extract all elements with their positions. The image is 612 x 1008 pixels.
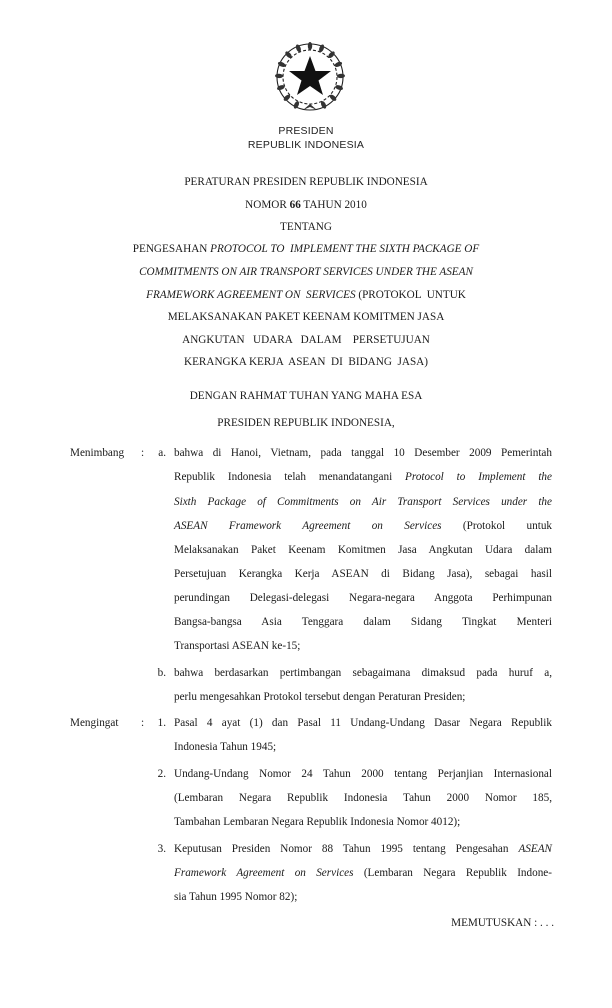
body-line: bahwa di Hanoi, Vietnam, pada tanggal 10 Desember 2009 Pemerintah xyxy=(174,447,552,459)
nomor-prefix: NOMOR xyxy=(245,199,290,211)
subject-line-6: KERANGKA KERJA ASEAN DI BIDANG JASA) xyxy=(184,356,428,368)
mengingat-colon: : xyxy=(141,717,145,729)
office-line-presiden: PRESIDEN xyxy=(278,125,334,137)
text-italic: Protocol to Implement the xyxy=(405,471,552,483)
menimbang-label: Menimbang xyxy=(70,447,125,459)
body-line: Undang-Undang Nomor 24 Tahun 2000 tentang Perjanjian Internasional xyxy=(174,768,552,780)
menimbang-colon: : xyxy=(141,447,145,459)
body-line xyxy=(174,520,552,532)
nomor-suffix: TAHUN 2010 xyxy=(300,199,367,211)
body-line: Sixth Package of Commitments on Air Transport Services under the xyxy=(174,496,552,508)
mengingat-item-2-marker: 2. xyxy=(157,768,166,780)
office-line-republik: REPUBLIK INDONESIA xyxy=(247,139,365,151)
regulation-title: PERATURAN PRESIDEN REPUBLIK INDONESIA xyxy=(184,176,428,188)
text-plain: Republik Indonesia telah menandatangani xyxy=(174,471,406,483)
body-line xyxy=(174,471,552,483)
preamble-presiden: PRESIDEN REPUBLIK INDONESIA, xyxy=(217,417,395,429)
subject-line-3 xyxy=(0,289,612,301)
body-line: (Lembaran Negara Republik Indonesia Tahun 2000 Nomor 185, xyxy=(174,792,552,804)
mengingat-label: Mengingat xyxy=(70,717,119,729)
text-plain: (Protokol untuk xyxy=(441,520,553,532)
text-italic: Framework Agreement on Services xyxy=(174,867,354,879)
body-line: Pasal 4 ayat (1) dan Pasal 11 Undang-Undang Dasar Negara Republik xyxy=(174,717,552,729)
body-line: Melaksanakan Paket Keenam Komitmen Jasa Angkutan Udara dalam xyxy=(174,544,552,556)
subject-line-4: MELAKSANAKAN PAKET KEENAM KOMITMEN JASA xyxy=(167,311,445,323)
mengingat-item-3-marker: 3. xyxy=(157,843,166,855)
body-line: perlu mengesahkan Protokol tersebut dengan Peraturan Presiden; xyxy=(174,691,466,703)
garuda-emblem-icon xyxy=(272,40,348,116)
subject-italic: PROTOCOL TO IMPLEMENT THE SIXTH PACKAGE OF xyxy=(210,243,480,255)
body-line: bahwa berdasarkan pertimbangan sebagaimana dimaksud pada huruf a, xyxy=(174,667,552,679)
menimbang-item-b-marker: b. xyxy=(157,667,166,679)
mengingat-item-1-marker: 1. xyxy=(157,717,166,729)
body-line: Indonesia Tahun 1945; xyxy=(174,741,277,753)
tentang-heading: TENTANG xyxy=(280,221,332,233)
body-line xyxy=(174,843,552,855)
body-line: Persetujuan Kerangka Kerja ASEAN di Bidang Jasa), sebagai hasil xyxy=(174,568,552,580)
subject-line-2: COMMITMENTS ON AIR TRANSPORT SERVICES UNDER THE ASEAN xyxy=(139,266,473,278)
body-line: sia Tahun 1995 Nomor 82); xyxy=(174,891,298,903)
body-line xyxy=(174,867,552,879)
text-italic: ASEAN xyxy=(518,843,552,855)
body-line: Transportasi ASEAN ke-15; xyxy=(174,640,301,652)
subject-italic: FRAMEWORK AGREEMENT ON SERVICES xyxy=(146,289,356,301)
subject-plain: (PROTOKOL UNTUK xyxy=(355,289,466,301)
subject-line-5: ANGKUTAN UDARA DALAM PERSETUJUAN xyxy=(182,334,430,346)
text-italic: ASEAN Framework Agreement on Services xyxy=(174,520,442,532)
subject-plain: PENGESAHAN xyxy=(132,243,211,255)
text-plain: Keputusan Presiden Nomor 88 Tahun 1995 tentang Pengesahan xyxy=(174,843,519,855)
body-line: perundingan Delegasi-delegasi Negara-negara Anggota Perhimpunan xyxy=(174,592,552,604)
regulation-number xyxy=(0,199,612,211)
body-line: Bangsa-bangsa Asia Tenggara dalam Sidang Tingkat Menteri xyxy=(174,616,552,628)
body-line: Tambahan Lembaran Negara Republik Indonesia Nomor 4012); xyxy=(174,816,461,828)
preamble-rahmat: DENGAN RAHMAT TUHAN YANG MAHA ESA xyxy=(189,390,423,402)
continuation-marker: MEMUTUSKAN : . . . xyxy=(451,917,554,929)
menimbang-item-a-marker: a. xyxy=(158,447,166,459)
nomor-value: 66 xyxy=(289,199,301,211)
subject-line-1 xyxy=(0,243,612,255)
text-plain: (Lembaran Negara Republik Indone- xyxy=(353,867,552,879)
